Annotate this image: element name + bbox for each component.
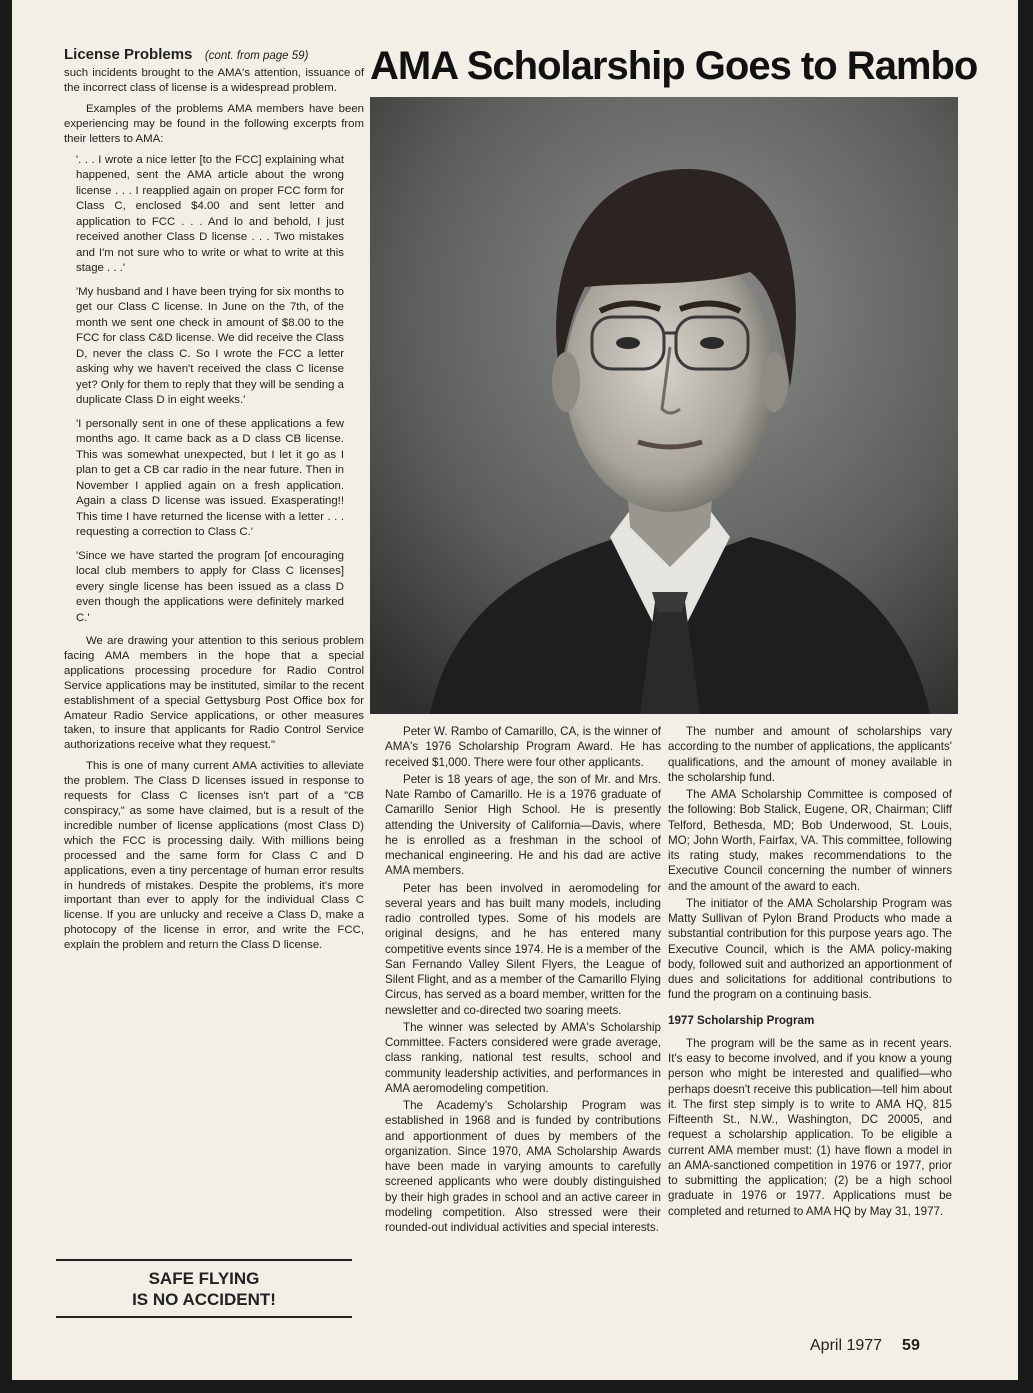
slogan-line: IS NO ACCIDENT! <box>132 1290 276 1309</box>
magazine-page <box>12 0 1018 1380</box>
letter-excerpt: '. . . I wrote a nice letter [to the FCC] explaining what happened, sent the AMA article about the wrong license . . . I reapplied again on proper FCC form for Class C, enclosed $4.00 and sent letter and application to FCC . . . And lo and behold, I just received another Class D license . . . Two mistakes and I'm not sure who to write or what to write at this stage . . .' <box>76 153 344 275</box>
article-paragraph: The number and amount of scholarships vary according to the number of applications, the applicants' qualifications, and the amount of money available in the scholarship fund. <box>668 725 952 784</box>
article-paragraph: Peter has been involved in aeromodeling for several years and has built many models, including radio controlled types. Some of his models are original designs, and he has entered many competitive events since 1974. He is a member of the San Fernando Valley Silent Flyers, the League of Silent Flight, and as a member of the Camarillo Flying Circus, has served as a board member, written for the newsletter and co-directed two soaring meets. <box>385 881 661 1017</box>
letter-excerpt: 'My husband and I have been trying for six months to get our Class C license. In June on the 7th, of the month we sent one check in amount of $8.00 to the FCC for class C&D license. We did receive the Class D, never the class C. So I wrote the FCC a letter asking why we haven't received the class C license yet? Only for them to reply that they will be sending a duplicate Class D in eight weeks.' <box>76 285 344 407</box>
body-paragraph: We are drawing your attention to this serious problem facing AMA members in the hope that a special applications processing procedure for Radio Control Service applications may be instituted, similar to the recent establishment of a special Gettysburg Post Office box for Amateur Radio Service applications, or other measures taken, to insure that applicants for Radio Control Service authorizations receive what they request." <box>64 635 364 752</box>
letter-excerpt: 'Since we have started the program [of encouraging local club members to apply for Class C licenses] every single license has been issued as a class D even though the applications were definitely marked C.' <box>76 549 344 624</box>
intro-paragraph: Examples of the problems AMA members have been experiencing may be found in the following excerpts from their letters to AMA: <box>64 102 364 145</box>
article-paragraph: The program will be the same as in recent years. It's easy to become involved, and if you know a young person who might be interested and qualified—who perhaps doesn't receive this publication—tell him about it. The first step simply is to write to AMA HQ, 815 Fifteenth St., N.W., Washington, DC 20005, and request a scholarship application. To be eligible a current AMA member must: (1) have flown a model in an AMA-sanctioned competition in 1976 or 1977, prior to submitting the application; (2) be a high school graduate in 1976 or 1977. Applications must be completed and returned to AMA HQ by May 31, 1977. <box>668 1036 952 1218</box>
article-headline: AMA Scholarship Goes to Rambo <box>370 44 978 88</box>
article-paragraph: The initiator of the AMA Scholarship Program was Matty Sullivan of Pylon Brand Products who made a substantial contribution for this purpose years ago. The Executive Council, which is the AMA policy-making body, followed suit and authorized an apportionment of dues and solicitations for additional contributions to fund the program on a continuing basis. <box>668 896 952 1002</box>
slogan-line: SAFE FLYING <box>148 1269 260 1288</box>
article-paragraph: The Academy's Scholarship Program was established in 1968 and is funded by contributions and apportionment of dues by members of the organization. Since 1970, AMA Scholarship Awards have been made in varying amounts to carefully screened applicants who were doubly distinguished by their high grades in school and an active career in modeling competition. Also stressed were their rounded-out individual activities and special interests. <box>385 1099 661 1234</box>
divider-rule <box>56 1316 352 1318</box>
intro-paragraph: such incidents brought to the AMA's attention, issuance of the incorrect class of license is a widespread problem. <box>64 67 364 94</box>
section-continuation: (cont. from page 59) <box>204 50 309 62</box>
section-title: License Problems <box>64 46 193 63</box>
letter-excerpt: 'I personally sent in one of these applications a few months ago. It came back as a D class CB license. This was somewhat unexpected, but I let it go as I plan to get a CB car radio in the near future. Then in November I applied again on a fresh application. Again a class D license was issued. Exasperating!! This time I have returned the license with a letter . . . requesting a correction to Class C.' <box>76 417 344 539</box>
portrait-photo <box>370 97 958 714</box>
safety-slogan <box>56 1268 352 1310</box>
article-paragraph: The winner was selected by AMA's Scholarship Committee. Facters considered were grade average, class ranking, national test results, school and community leadership activities, and performances in AMA aeromodeling competition. <box>385 1020 661 1095</box>
article-column-right <box>668 724 952 1221</box>
subheading: 1977 Scholarship Program <box>668 1013 815 1027</box>
body-paragraph: This is one of many current AMA activities to alleviate the problem. The Class D licenses issued in response to requests for Class C licenses isn't part of a "CB conspiracy," as some have claimed, but is a result of the incredible number of license applications (most Class D) which the FCC is processing daily. With millions being processed and the same form for Class C and D applications, even a tiny percentage of human error results in hundreds of mistakes. Despite the problems, it's more important than ever to apply for the individual Class C license. If you are unlucky and receive a Class D, make a photocopy of the license in error, and write the FCC, explain the problem and return the Class D license. <box>64 760 364 952</box>
license-problems-column <box>64 46 364 959</box>
article-paragraph: The AMA Scholarship Committee is composed of the following: Bob Stalick, Eugene, OR, Chairman; Cliff Telford, Bethesda, MD; Bob Underwood, St. Louis, MO; John Worth, Fairfax, VA. This committee, following its rating study, makes recommendations to the Executive Council concerning the number of winners and the amount of the award to each. <box>668 788 952 893</box>
issue-date: April 1977 <box>810 1337 883 1354</box>
page-footer <box>810 1337 920 1355</box>
letter-excerpts <box>76 153 344 627</box>
portrait-illustration <box>370 97 958 714</box>
article-column-middle <box>385 724 661 1237</box>
article-paragraph: Peter is 18 years of age, the son of Mr. and Mrs. Nate Rambo of Camarillo. He is a 1976 graduate of Camarillo Senior High School. He is presently attending the University of California—Davis, where he is enrolled as a freshman in the school of mechanical engineering. He and his dad are active AMA members. <box>385 772 661 878</box>
divider-rule <box>56 1259 352 1261</box>
page-number: 59 <box>902 1337 920 1354</box>
article-paragraph: Peter W. Rambo of Camarillo, CA, is the winner of AMA's 1976 Scholarship Program Award. He has received $1,000. There were four other applicants. <box>385 725 661 769</box>
